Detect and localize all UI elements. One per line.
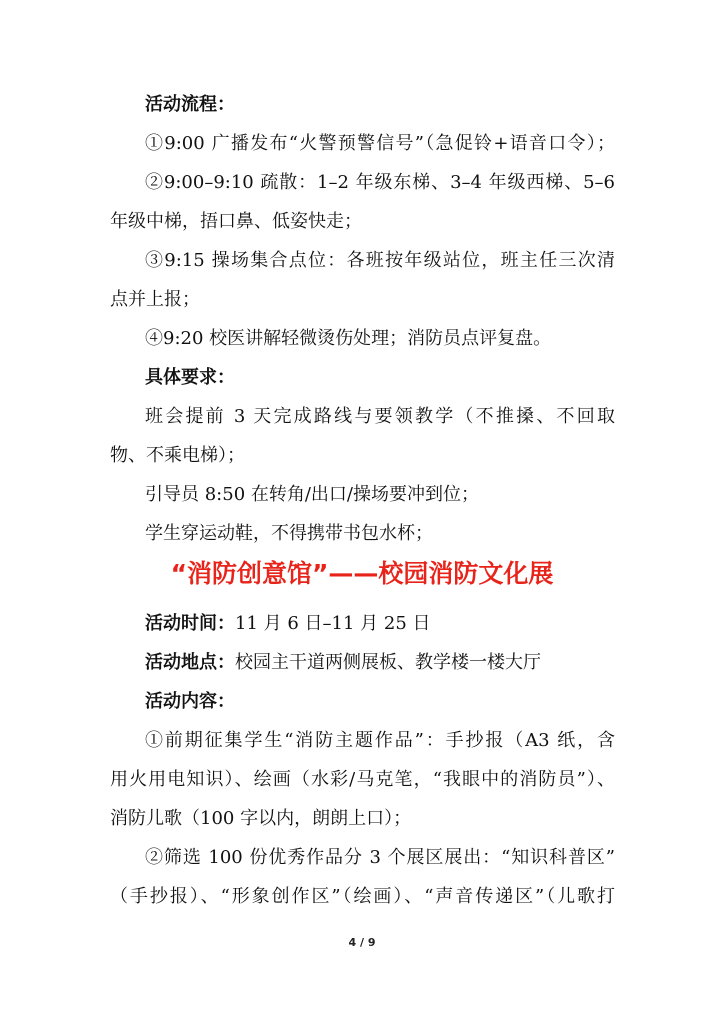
activity-place [145, 651, 615, 675]
requirement-1-line-1: 班会提前 3 天完成路线与要领教学（不推搡、不回取 [145, 406, 615, 427]
process-heading: 活动流程： [145, 94, 235, 115]
process-step-3-line-1: ③9:15 操场集合点位：各班按年级站位，班主任三次清 [145, 250, 615, 271]
activity-place-value: 校园主干道两侧展板、教学楼一楼大厅 [235, 652, 541, 673]
activity-time-label: 活动时间： [145, 613, 235, 634]
requirement-2: 引导员 8:50 在转角/出口/操场要冲到位； [145, 484, 479, 505]
requirement-3: 学生穿运动鞋，不得携带书包水杯； [145, 523, 433, 544]
page-number: 4 / 9 [348, 936, 376, 949]
content-item-1-line-1: ①前期征集学生“消防主题作品”：手抄报（A3 纸，含 [145, 730, 615, 751]
content-item-1-line-2: 用火用电知识）、绘画（水彩/马克笔，“我眼中的消防员”）、 [110, 769, 615, 790]
content-heading: 活动内容： [145, 691, 235, 712]
requirement-1-line-2: 物、不乘电梯）； [110, 445, 245, 466]
process-step-2-line-2: 年级中梯，捂口鼻、低姿快走； [110, 211, 362, 232]
activity-time-value: 11 月 6 日–11 月 25 日 [235, 613, 431, 634]
content-item-2-line-1: ②筛选 100 份优秀作品分 3 个展区展出：“知识科普区” [145, 847, 615, 868]
activity-place-label: 活动地点： [145, 652, 235, 673]
requirements-heading: 具体要求： [145, 367, 235, 388]
process-step-4: ④9:20 校医讲解轻微烫伤处理；消防员点评复盘。 [145, 328, 552, 349]
content-item-2-line-2: （手抄报）、“形象创作区”（绘画）、“声音传递区”（儿歌打 [110, 886, 615, 907]
activity-time [145, 612, 615, 636]
process-step-1: ①9:00 广播发布“火警预警信号”（急促铃+语音口令）； [145, 133, 615, 154]
process-step-2-line-1: ②9:00–9:10 疏散：1–2 年级东梯、3–4 年级西梯、5–6 [145, 172, 615, 193]
process-step-3-line-2: 点并上报； [110, 289, 200, 310]
section-title: “消防创意馆”——校园消防文化展 [170, 559, 554, 588]
content-item-1-line-3: 消防儿歌（100 字以内，朗朗上口）； [110, 808, 412, 829]
